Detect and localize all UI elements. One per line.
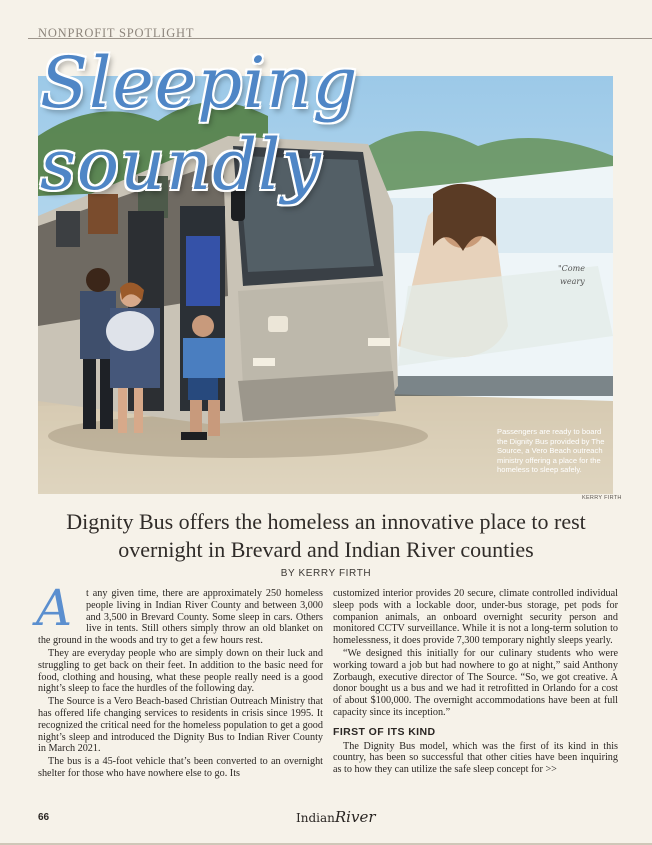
magazine-logo: IndianRiver [296,808,376,826]
photo-caption: Passengers are ready to board the Dignity Bus provided by The Source, a Vero Beach outreach ministry offering a place for the homeless to sleep safely. [497,427,605,474]
article-column-left [36,579,323,781]
article-paragraph: The Source is a Vero Beach-based Christian Outreach Ministry that has offered life changing services to residents in crisis since 1995. It recognized the critical need for the homeless population to get a good night’s sleep and introduced the Dignity Bus to Indian River County in March 2021. [38,696,323,755]
photo-credit: KERRY FIRTH [582,495,622,501]
section-label: NONPROFIT SPOTLIGHT [38,26,195,40]
section-heading: FIRST OF ITS KIND [333,725,436,738]
article-paragraph: The Dignity Bus model, which was the first of its kind in this country, has been so successful that other cities have been inquiring as to how they can utilize the safe sleep concept for >> [333,740,618,776]
drop-cap: A [36,579,73,637]
svg-text:weary: weary [560,277,585,286]
byline: BY KERRY FIRTH [280,568,372,579]
article-column-right [333,588,618,777]
article-paragraph: The bus is a 45-foot vehicle that’s been converted to an overnight shelter for those who have nowhere else to go. Its [38,756,323,779]
article-paragraph: A t any given time, there are approximately 250 homeless people living in Indian River County and between 3,000 and 3,500 in Brevard County. Some sleep in cars. Others live in tents. Still others simply throw an old blanket on the ground in the woods and try to get a few hours rest. [36,579,323,647]
headline: Sleeping soundly [40,42,359,206]
article-paragraph: “We designed this initially for our culinary students who were working toward a job but had nowhere to go at night,” said Anthony Zorbaugh, executive director of The Source. “So, we got creative. A donor bought us a bus and we had it retrofitted in Orlando for a cost of about $100,000. The overnight accommodations have been at full capacity since its inception.” [333,647,618,718]
article-paragraph: customized interior provides 20 secure, climate controlled individual sleep pods with a lockable door, under-bus storage, pet pods for companion animals, an onboard overnight security person and monitored CCTV surveillance. While it is not a long-term solution to homelessness, it does provide 7,300 temporary nightly sleeps yearly. [333,588,618,647]
article-paragraph: They are everyday people who are simply down on their luck and struggling to get back on their feet. In addition to the basic need for food, clothing and housing, what these people really need is a good night’s sleep to face the hurdles of the following day. [38,647,323,695]
subheadline: Dignity Bus offers the homeless an innovative place to rest overnight in Brevard and Indian River counties [66,509,586,562]
page-number: 66 [38,812,50,823]
svg-text:"Come: "Come [558,264,585,273]
